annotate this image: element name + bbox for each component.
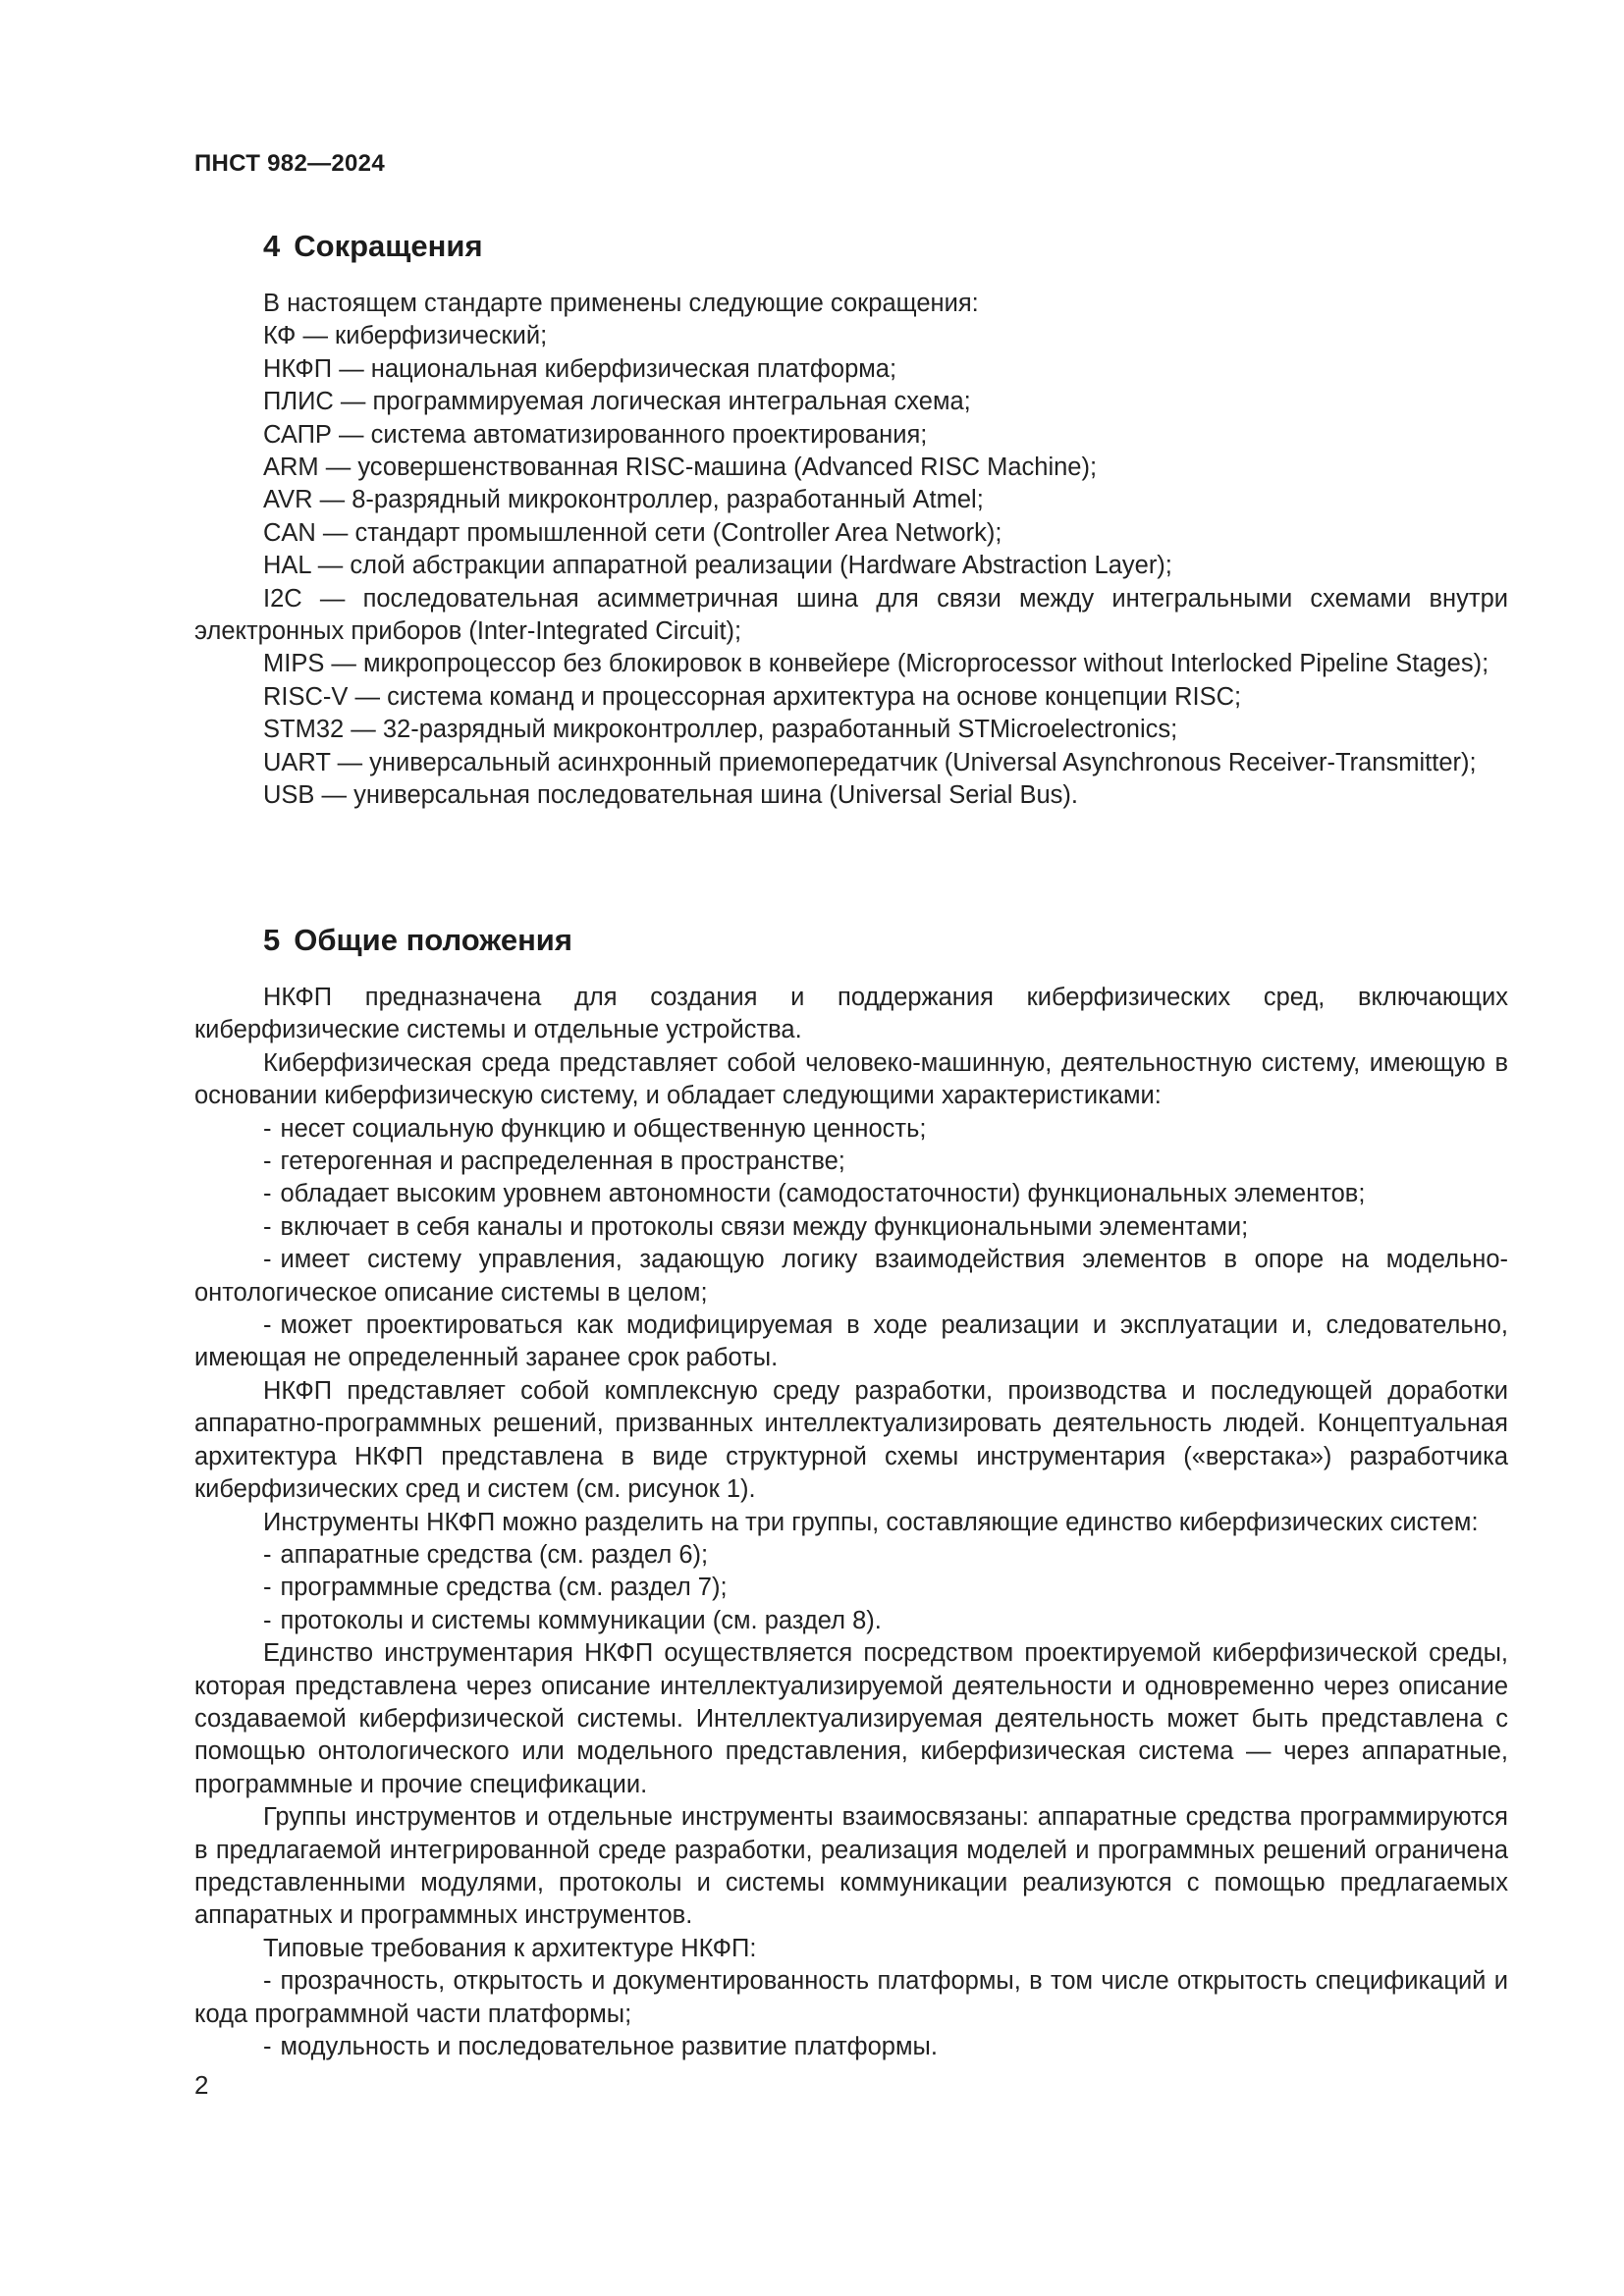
paragraph: Единство инструментария НКФП осуществляется посредством проектируемой киберфизической среды, которая представлена через описание интеллектуализируемой деятельности и одновременно через описание создаваемой киберфизической системы. Интеллектуализируемая деятельность может быть представлена с помощью онтологического или модельного представления, киберфизическая система — через аппаратные, программные и прочие спецификации. (194, 1639, 1508, 1798)
list-item: - программные средства (см. раздел 7); (263, 1574, 728, 1602)
section-4-title: Сокращения (294, 229, 483, 263)
abbreviation-item: STM32 — 32-разрядный микроконтроллер, разработанный STMicroelectronics; (263, 716, 1178, 744)
list-item: - гетерогенная и распределенная в пространстве; (263, 1148, 845, 1176)
abbreviation-item: ARM — усовершенствованная RISC-машина (Advanced RISC Machine); (263, 454, 1098, 482)
general-provisions-body (194, 982, 1508, 2063)
abbreviation-item: НКФП — национальная киберфизическая платформа; (263, 354, 897, 383)
section-5-heading (263, 923, 572, 958)
page-number: 2 (194, 2070, 209, 2100)
abbreviation-item: MIPS — микропроцессор без блокировок в конвейере (Microprocessor without Interlocked Pipeline Stages); (263, 650, 1489, 678)
list-item: - прозрачность, открытость и документированность платформы, в том числе открытость спецификаций и кода программной части платформы; (194, 1967, 1508, 2028)
section-5-title: Общие положения (294, 923, 572, 957)
paragraph: Типовые требования к архитектуре НКФП: (263, 1934, 757, 1962)
abbreviation-item: CAN — стандарт промышленной сети (Controller Area Network); (263, 518, 1002, 547)
list-item: - несет социальную функцию и общественную ценность; (263, 1114, 927, 1143)
abbreviations-intro: В настоящем стандарте применены следующие сокращения: (263, 290, 979, 317)
section-4-number: 4 (263, 229, 281, 263)
paragraph: Киберфизическая среда представляет собой человеко-машинную, деятельностную систему, имеющую в основании киберфизическую систему, и обладает следующими характеристиками: (194, 1048, 1508, 1110)
abbreviation-item: I2C — последовательная асимметричная шина для связи между интегральными схемами внутри электронных приборов (Inter-Integrated Circuit); (194, 584, 1508, 646)
section-5-number: 5 (263, 923, 281, 957)
list-item: - может проектироваться как модифицируемая в ходе реализации и эксплуатации и, следовательно, имеющая не определенный заранее срок работы. (194, 1311, 1508, 1372)
abbreviation-item: USB — универсальная последовательная шина (Universal Serial Bus). (263, 781, 1078, 810)
abbreviations-list (194, 288, 1508, 813)
list-item: - аппаратные средства (см. раздел 6); (263, 1540, 709, 1569)
abbreviation-item: ПЛИС — программируемая логическая интегральная схема; (263, 388, 971, 416)
paragraph: НКФП предназначена для создания и поддержания киберфизических сред, включающих киберфизические системы и отдельные устройства. (194, 984, 1508, 1044)
paragraph: НКФП представляет собой комплексную среду разработки, производства и последующей доработки аппаратно-программных решений, призванных интеллектуализировать деятельность людей. Концептуальная архитектура НКФП представлена в виде структурной схемы инструментария («верстака») разработчика киберфизических сред и систем (см. рисунок 1). (194, 1376, 1508, 1504)
abbreviation-item: RISC-V — система команд и процессорная архитектура на основе концепции RISC; (263, 682, 1242, 711)
list-item: - протоколы и системы коммуникации (см. раздел 8). (263, 1606, 882, 1634)
list-item: - модульность и последовательное развитие платформы. (263, 2033, 938, 2060)
section-4-heading (263, 229, 483, 264)
abbreviation-item: КФ — киберфизический; (263, 322, 548, 350)
list-item: - имеет систему управления, задающую логику взаимодействия элементов в опоре на модельно-онтологическое описание системы в целом; (194, 1246, 1508, 1307)
paragraph: Группы инструментов и отдельные инструменты взаимосвязаны: аппаратные средства программируются в предлагаемой интегрированной среде разработки, реализация моделей и программных решений ограничена представленными модулями, протоколы и системы коммуникации реализуются с помощью предлагаемых аппаратных и программных инструментов. (194, 1803, 1508, 1930)
list-item: - обладает высоким уровнем автономности (самодостаточности) функциональных элементов; (263, 1180, 1366, 1208)
document-code-header: ПНСТ 982—2024 (194, 150, 385, 177)
abbreviation-item: HAL — слой абстракции аппаратной реализации (Hardware Abstraction Layer); (263, 552, 1172, 580)
paragraph: Инструменты НКФП можно разделить на три группы, составляющие единство киберфизических систем: (263, 1508, 1479, 1536)
list-item: - включает в себя каналы и протоколы связи между функциональными элементами; (263, 1212, 1249, 1241)
abbreviation-item: UART — универсальный асинхронный приемопередатчик (Universal Asynchronous Receiver-Transmitter); (263, 748, 1477, 776)
abbreviation-item: САПР — система автоматизированного проектирования; (263, 420, 928, 449)
abbreviation-item: AVR — 8-разрядный микроконтроллер, разработанный Atmel; (263, 486, 984, 514)
